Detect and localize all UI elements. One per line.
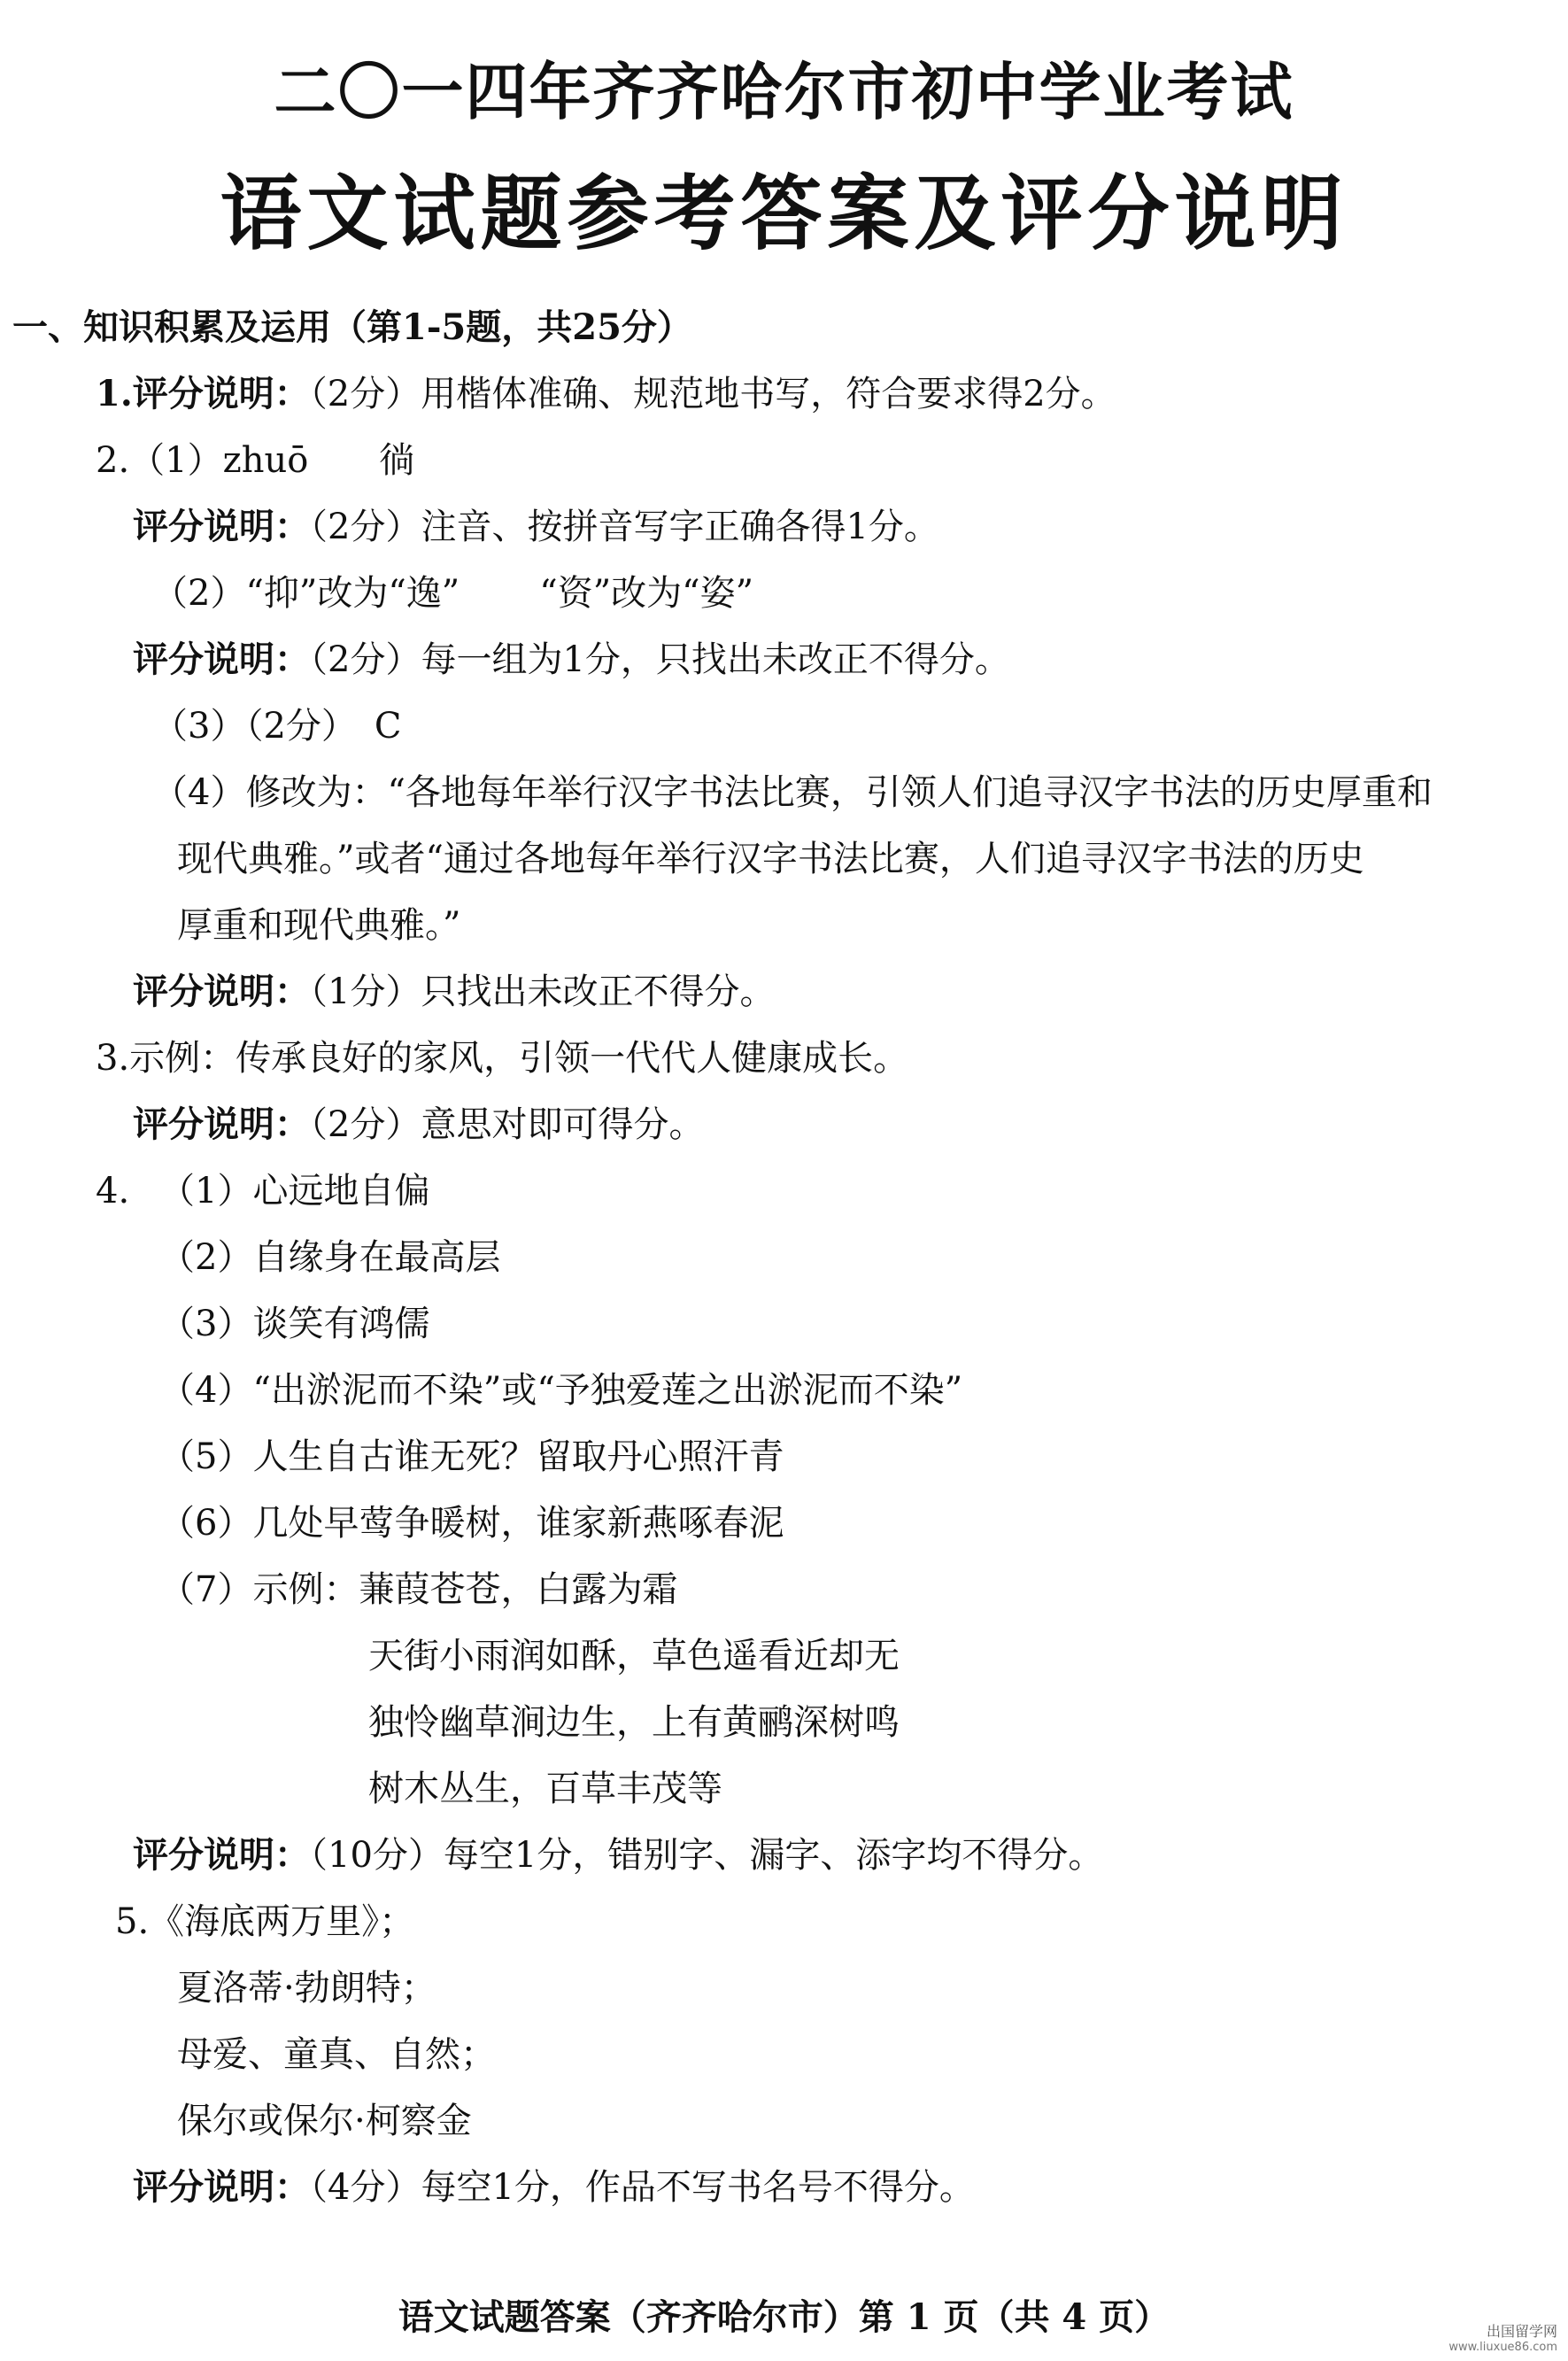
q2-part2 [152,569,753,618]
scoring-label: 评分说明： [133,506,310,547]
q2-part2-scoring: 评分说明：（2分）每一组为1分，只找出未改正不得分。 [133,639,1010,680]
exam-title: 二〇一四年齐齐哈尔市初中学业考试 [274,56,1294,128]
q5-line3: 母爱、童真、自然； [177,2034,496,2075]
q2-part4-line2: 现代典雅。”或者“通过各地每年举行汉字书法比赛，人们追寻汉字书法的历史 [177,839,1364,879]
section-heading: 一、知识积累及运用（第1-5题，共25分） [12,306,692,348]
q4-number: 4. [96,1171,130,1211]
q4-item-4: （4）“出淤泥而不染”或“予独爱莲之出淤泥而不染” [159,1370,963,1411]
q5-scoring: 评分说明：（4分）每空1分，作品不写书名号不得分。 [133,2166,975,2208]
q3-example: 3.示例：传承良好的家风，引领一代代人健康成长。 [96,1038,909,1079]
q4-item-2: （2）自缘身在最高层 [159,1237,501,1278]
q2-part4-line1: （4）修改为：“各地每年举行汉字书法比赛，引领人们追寻汉字书法的历史厚重和 [152,772,1433,813]
q4-item-7: （7）示例：蒹葭苍苍，白露为霜 [159,1569,678,1610]
answer-key-title: 语文试题参考答案及评分说明 [220,166,1348,261]
q4-item-5: （5）人生自古谁无死？留取丹心照汗青 [159,1436,784,1477]
q2-part3: （3）（2分） C [152,706,402,747]
q5-line4: 保尔或保尔·柯察金 [177,2101,472,2141]
q1-scoring-text: （2分）用楷体准确、规范地书写，符合要求得2分。 [309,374,1116,414]
watermark-name: 出国留学网 [1486,2323,1557,2340]
q2-part2-correction-a: （2）“抑”改为“逸” [152,573,460,614]
q2-number: 2. [96,440,130,481]
q4-scoring: 评分说明：（10分）每空1分，错别字、漏字、添字均不得分。 [133,1834,1104,1876]
q4-example-2: 独怜幽草涧边生，上有黄鹂深树鸣 [368,1702,900,1743]
scoring-label: 评分说明： [133,1103,310,1145]
q4-example-1: 天街小雨润如酥，草色遥看近却无 [368,1636,900,1676]
q2-part4-scoring: 评分说明：（1分）只找出未改正不得分。 [133,971,776,1012]
watermark-url: www.liuxue86.com [1448,2341,1557,2354]
q5-line2: 夏洛蒂·勃朗特； [177,1968,436,2009]
q4-item-6: （6）几处早莺争暖树，谁家新燕啄春泥 [159,1503,784,1544]
scoring-label: 评分说明： [133,1834,310,1876]
q3-scoring: 评分说明：（2分）意思对即可得分。 [133,1103,705,1145]
q2-part1-scoring: 评分说明：（2分）注音、按拼音写字正确各得1分。 [133,506,939,547]
q5-line1: 5.《海底两万里》； [115,1901,415,1942]
q4-item-1: （1）心远地自偏 [159,1171,430,1211]
q2-part4-line3: 厚重和现代典雅。” [177,905,461,946]
q2-part1-pinyin: （1）zhuō [129,440,309,481]
scoring-label: 评分说明： [133,2166,310,2208]
site-watermark [1448,2324,1557,2356]
q2-part2-correction-b: “资”改为“姿” [539,573,754,614]
q2-part1-char: 徜 [379,440,415,481]
q4-example-3: 树木丛生，百草丰茂等 [368,1769,722,1809]
page-footer: 语文试题答案（齐齐哈尔市）第 1 页（共 4 页） [398,2296,1170,2338]
q2-part1 [96,436,414,485]
scoring-label: 评分说明： [133,639,310,680]
scoring-label: 评分说明： [133,971,310,1012]
scoring-label: 1.评分说明： [96,373,310,414]
q1-scoring [96,369,1116,419]
q4-item-3: （3）谈笑有鸿儒 [159,1304,430,1344]
